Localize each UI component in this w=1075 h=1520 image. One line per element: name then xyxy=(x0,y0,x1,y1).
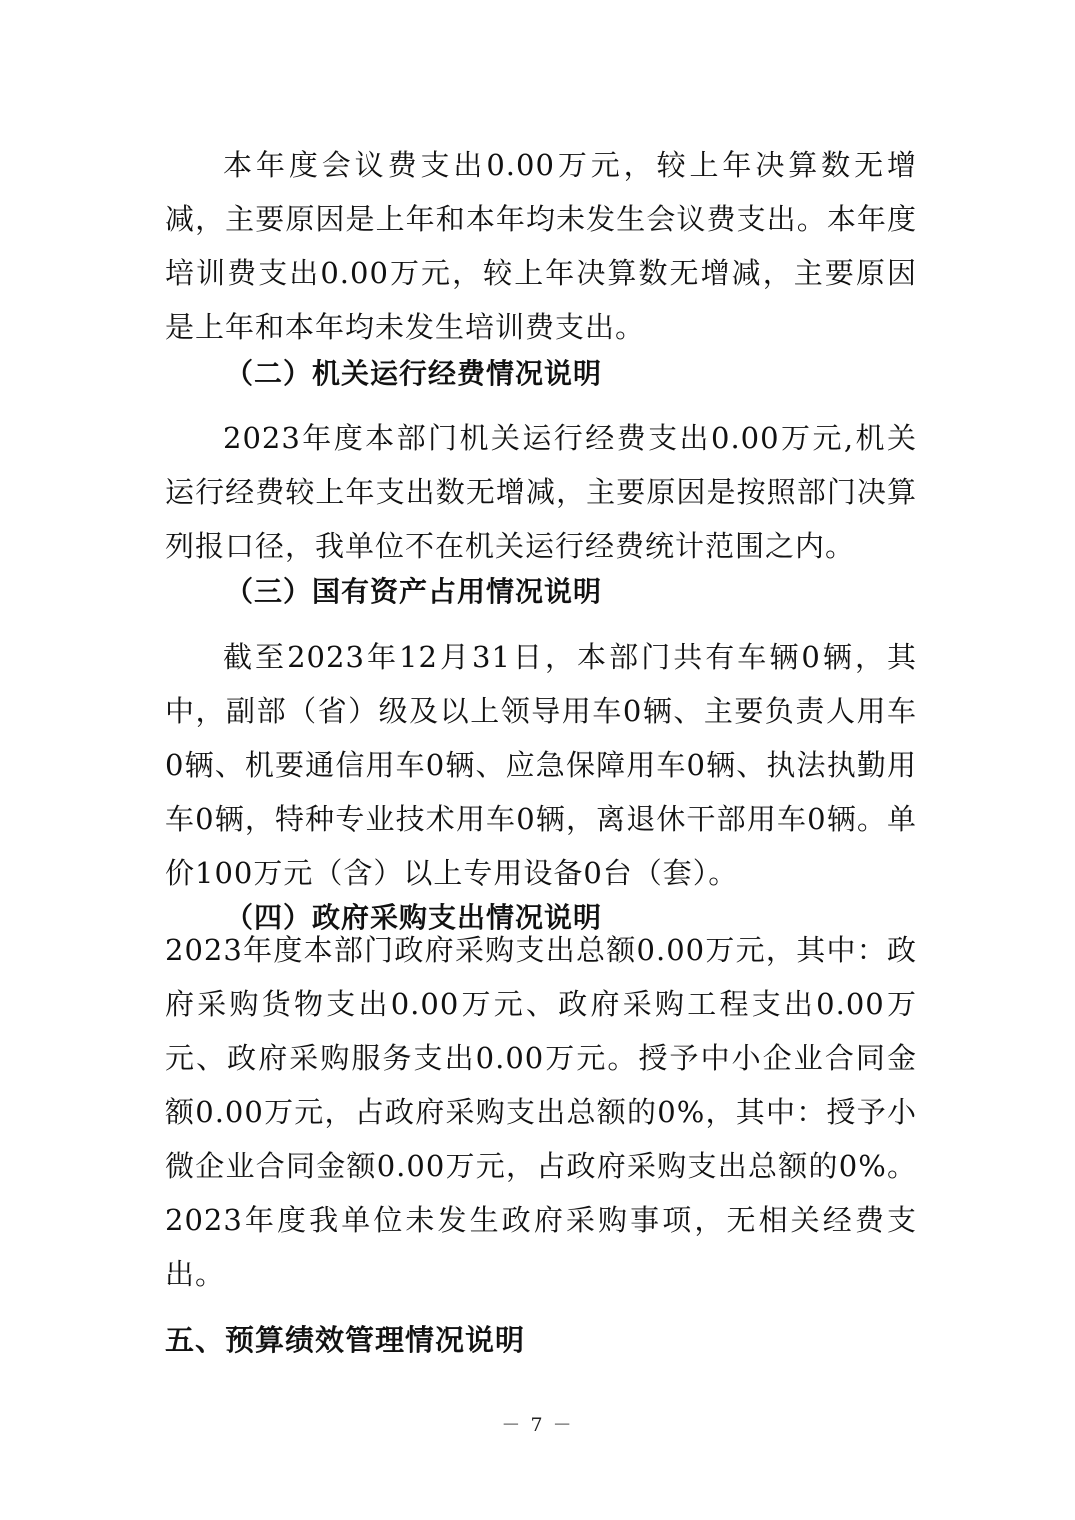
operating-funds-paragraph: 2023年度本部门机关运行经费支出0.00万元,机关运行经费较上年支出数无增减，主要原因是按照部门决算列报口径，我单位不在机关运行经费统计范围之内。 xyxy=(165,421,917,563)
meeting-training-fee-paragraph: 本年度会议费支出0.00万元，较上年决算数无增减，主要原因是上年和本年均未发生会议费支出。本年度培训费支出0.00万元，较上年决算数无增减，主要原因是上年和本年均未发生培训费支出。 xyxy=(165,148,917,344)
page-number: － 7 － xyxy=(501,1414,574,1436)
state-assets-heading: （三）国有资产占用情况说明 xyxy=(225,575,603,608)
operating-funds-heading: （二）机关运行经费情况说明 xyxy=(225,357,603,390)
budget-performance-section-heading: 五、预算绩效管理情况说明 xyxy=(165,1323,526,1357)
state-assets-paragraph: 截至2023年12月31日，本部门共有车辆0辆，其中，副部（省）级及以上领导用车0辆、主要负责人用车0辆、机要通信用车0辆、应急保障用车0辆、执法执勤用车0辆，特种专业技术用车0辆，离退休干部用车0辆。单价100万元（含）以上专用设备0台（套）。 xyxy=(165,640,917,890)
government-procurement-heading: （四）政府采购支出情况说明 xyxy=(225,901,603,934)
government-procurement-paragraph: 2023年度本部门政府采购支出总额0.00万元，其中：政府采购货物支出0.00万元、政府采购工程支出0.00万元、政府采购服务支出0.00万元。授予中小企业合同金额0.00万元，占政府采购支出总额的0%，其中：授予小微企业合同金额0.00万元，占政府采购支出总额的0%。2023年度我单位未发生政府采购事项，无相关经费支出。 xyxy=(165,933,917,1291)
